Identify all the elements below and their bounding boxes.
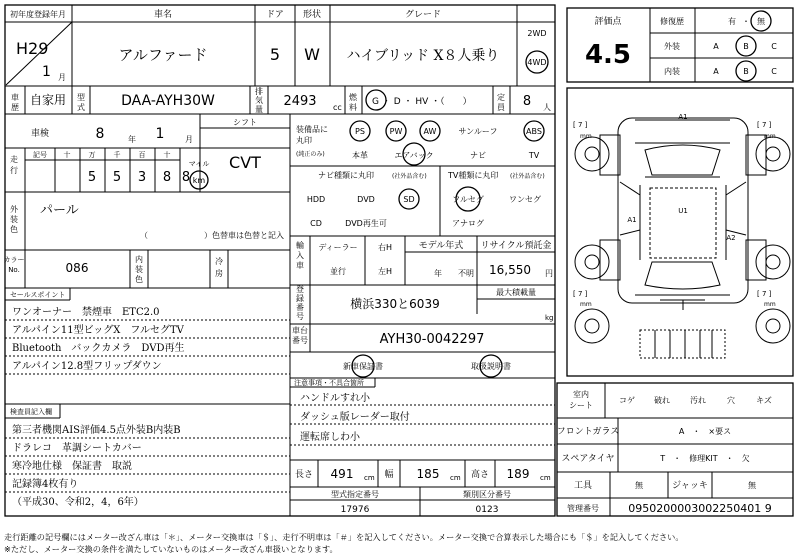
note-line: ハンドルすれ小 xyxy=(300,393,370,404)
label-notes: 注意事項・不具合箇所 xyxy=(294,379,364,387)
wheel-icon xyxy=(575,137,609,171)
label-exterior: 外装 xyxy=(664,42,680,51)
label-repair: 修復歴 xyxy=(660,17,684,26)
exterior-b: B xyxy=(743,42,749,51)
manage-no-value: 0950200003002250401 9 xyxy=(628,502,772,515)
damage-label: A1 xyxy=(678,113,688,121)
category-value: 0123 xyxy=(475,505,499,515)
label-spare-tire: スペアタイヤ xyxy=(561,454,615,464)
svg-text:C: C xyxy=(771,67,777,76)
label-tools: 工具 xyxy=(573,481,593,491)
grade-value: ハイブリッド X８人乗り xyxy=(346,48,500,64)
label-cooler: 冷房 xyxy=(215,257,223,278)
recycle-value: 16,550 xyxy=(489,263,531,277)
svg-text:千: 千 xyxy=(113,151,121,159)
inspector-line: 第三者機関AIS評価4.5点外装B内装B xyxy=(12,425,181,436)
svg-text:有: 有 xyxy=(728,17,736,26)
svg-text:万: 万 xyxy=(88,151,96,159)
svg-text:キズ: キズ xyxy=(756,396,772,405)
svg-text:年: 年 xyxy=(434,269,442,278)
label-doors: ドア xyxy=(266,10,284,20)
label-chassis: 車台番号 xyxy=(292,326,308,345)
svg-text:(純正のみ): (純正のみ) xyxy=(296,151,325,158)
damage-label: A1 xyxy=(627,216,637,224)
svg-text:丸印: 丸印 xyxy=(296,136,312,145)
usage-value: 自家用 xyxy=(29,93,67,107)
length-value: 491 xyxy=(330,467,354,481)
width-value: 185 xyxy=(416,467,440,481)
svg-text:mm: mm xyxy=(580,133,592,140)
svg-text:(社外品含む): (社外品含む) xyxy=(392,173,427,180)
svg-text:kg: kg xyxy=(545,314,554,322)
svg-text:HDD: HDD xyxy=(306,195,326,204)
svg-text:(社外品含む): (社外品含む) xyxy=(510,173,545,180)
shape-value: W xyxy=(304,45,320,64)
label-inspector: 検査員記入欄 xyxy=(10,408,52,416)
svg-text:cm: cm xyxy=(540,474,551,482)
svg-text:マイル: マイル xyxy=(188,160,210,168)
svg-text:左H: 左H xyxy=(377,267,393,276)
svg-text:本革: 本革 xyxy=(352,151,368,160)
svg-text:T ・ 修理KIT ・ 欠: T ・ 修理KIT ・ 欠 xyxy=(660,454,750,463)
label-car-name: 車名 xyxy=(153,10,173,20)
tv-fullseg: フルセグ xyxy=(452,195,484,204)
svg-text:コゲ: コゲ xyxy=(619,396,635,405)
unit-km: km xyxy=(192,176,206,185)
new-warranty: 新車保証書 xyxy=(343,362,383,371)
wheel-icon xyxy=(756,245,790,279)
label-model-year: モデル年式 xyxy=(418,241,464,251)
svg-text:穴: 穴 xyxy=(727,396,735,405)
svg-text:[ 7 ]: [ 7 ] xyxy=(757,121,772,129)
doors-value: 5 xyxy=(269,45,281,64)
svg-text:年: 年 xyxy=(128,135,136,144)
label-tv: TV種類に丸印 xyxy=(448,171,499,180)
svg-text:A ・ ×要ス: A ・ ×要ス xyxy=(678,427,732,436)
label-recycle: リサイクル預託金 xyxy=(480,241,552,251)
label-score: 評価点 xyxy=(594,17,622,27)
label-max-load: 最大積載量 xyxy=(496,288,536,297)
shift-value: CVT xyxy=(229,153,261,172)
label-jack: ジャッキ xyxy=(672,481,708,491)
score-value: 4.5 xyxy=(584,40,632,70)
svg-text:記号: 記号 xyxy=(33,151,47,159)
jack-value: 無 xyxy=(748,481,756,490)
label-windshield: フロントガラス xyxy=(556,427,620,437)
displacement-value: 2493 xyxy=(283,94,317,109)
svg-text:CD: CD xyxy=(310,219,322,228)
equip-ps: PS xyxy=(355,127,365,136)
repair-none: 無 xyxy=(757,17,765,26)
mileage-digit: 3 xyxy=(137,170,147,185)
label-displacement: 排気量 xyxy=(255,87,263,114)
label-sales-points: セールスポイント xyxy=(10,291,66,299)
interior-b: B xyxy=(743,67,749,76)
svg-text:mm: mm xyxy=(764,301,776,308)
svg-text:cc: cc xyxy=(333,103,342,112)
label-shift: シフト xyxy=(233,118,257,127)
drive-2wd: 2WD xyxy=(527,29,547,38)
svg-text:汚れ: 汚れ xyxy=(690,396,706,405)
svg-text:DVD再生可: DVD再生可 xyxy=(345,219,387,228)
type-approval-value: 17976 xyxy=(340,505,370,515)
label-first-reg: 初年度登録年月 xyxy=(10,10,66,19)
wheel-icon xyxy=(756,137,790,171)
wheel-icon xyxy=(575,245,609,279)
svg-text:DVD: DVD xyxy=(357,195,375,204)
label-category: 類別区分番号 xyxy=(463,490,511,499)
model-year-value: 不明 xyxy=(458,269,474,278)
svg-text:A: A xyxy=(713,42,719,51)
inspection-year: 8 xyxy=(95,126,105,142)
manual: 取扱説明書 xyxy=(471,362,511,371)
svg-text:月: 月 xyxy=(185,135,193,144)
equip-aw: AW xyxy=(423,127,437,136)
label-import: 輸入車 xyxy=(296,241,304,270)
inspector-line: ドラレコ 革調シートカバー xyxy=(12,443,142,454)
label-interior-color: 内装色 xyxy=(135,255,143,284)
label-equipment: 装備品に xyxy=(296,125,328,134)
svg-text:[ 7 ]: [ 7 ] xyxy=(573,290,588,298)
label-type-approval: 型式指定番号 xyxy=(331,490,379,499)
svg-text:[ 7 ]: [ 7 ] xyxy=(757,290,772,298)
capacity-value: 8 xyxy=(522,94,532,109)
sales-point-line: ワンオーナー 禁煙車 ETC2.0 xyxy=(12,307,160,318)
inspector-line: 寒冷地仕様 保証書 取説 xyxy=(12,461,132,472)
label-navi: ナビ種類に丸印 xyxy=(318,171,374,180)
svg-text:・: ・ xyxy=(742,17,750,26)
svg-text:並行: 並行 xyxy=(330,267,346,276)
svg-text:百: 百 xyxy=(138,151,146,159)
mileage-digit: 5 xyxy=(112,170,122,185)
registration-value: 横浜330と6039 xyxy=(350,297,440,311)
first-reg-era: H29 xyxy=(16,39,49,58)
inspector-line: （平成30、令和2，4，6年） xyxy=(12,497,144,508)
navi-sd: SD xyxy=(403,195,415,204)
damage-label: U1 xyxy=(678,207,688,215)
label-model: 型式 xyxy=(77,93,85,112)
footer-note-1: 走行距離の記号欄にはメーター改ざん車は「＊」、メーター交換車は「＄」、走行不明車は「＃」を記入してください。メーター交換で合算表示した場合にも「＄」を記入してください。 xyxy=(4,532,684,542)
svg-text:A: A xyxy=(713,67,719,76)
svg-text:人: 人 xyxy=(543,103,551,112)
equip-pw: PW xyxy=(389,127,403,136)
label-fuel: 燃料 xyxy=(349,93,357,112)
svg-text:[ 7 ]: [ 7 ] xyxy=(573,121,588,129)
chassis-value: AYH30-0042297 xyxy=(379,332,485,347)
svg-text:cm: cm xyxy=(364,474,375,482)
inspector-line: 記録簿4枚有り xyxy=(12,479,79,490)
svg-text:（ ）色替車は色替と記入: （ ）色替車は色替と記入 xyxy=(140,231,284,240)
label-interior: 内装 xyxy=(664,67,680,76)
damage-label: A2 xyxy=(726,234,736,242)
label-inspection: 車検 xyxy=(30,129,50,139)
car-name: アルファード xyxy=(118,46,208,64)
label-usage: 車歴 xyxy=(11,93,19,112)
label-height: 高さ xyxy=(470,470,490,480)
color-value: パール xyxy=(40,203,79,218)
label-grade: グレード xyxy=(404,10,442,20)
label-registration: 登録番号 xyxy=(296,285,304,321)
mileage-digit: 8 xyxy=(181,170,191,185)
svg-text:TV: TV xyxy=(528,151,540,160)
label-width: 幅 xyxy=(384,470,394,480)
first-reg-month: 1 xyxy=(42,64,51,80)
color-code: 086 xyxy=(65,261,89,275)
svg-text:cm: cm xyxy=(450,474,461,482)
sales-point-line: Bluetooth バックカメラ DVD再生 xyxy=(12,343,185,354)
equip-abs: ABS xyxy=(526,127,542,136)
sales-point-line: アルパイン11型ビッグX フルセグTV xyxy=(12,325,184,336)
label-color: 外装色 xyxy=(10,205,18,234)
footer-note-2: ※ただし、メーター交換の条件を満たしていないものはメーター改ざん車扱いとなります。 xyxy=(4,544,338,554)
label-length: 長さ xyxy=(294,470,314,480)
sales-point-line: アルパイン12.8型フリップダウン xyxy=(12,361,162,372)
tools-value: 無 xyxy=(635,481,643,490)
drive-4wd: 4WD xyxy=(527,58,547,67)
svg-text:ワンセグ: ワンセグ xyxy=(509,195,541,204)
note-line: 運転席しわ小 xyxy=(300,432,360,443)
model-value: DAA-AYH30W xyxy=(121,93,215,109)
svg-text:十: 十 xyxy=(63,151,71,159)
fuel-options: G ・ D ・ HV ・（ ） xyxy=(372,97,472,107)
svg-text:円: 円 xyxy=(545,269,553,278)
svg-text:月: 月 xyxy=(58,73,66,82)
label-color-code: カラー No. xyxy=(3,256,25,274)
note-line: ダッシュ版レーダー取付 xyxy=(300,412,410,423)
svg-text:mm: mm xyxy=(764,133,776,140)
inspection-month: 1 xyxy=(155,126,165,142)
label-mileage: 走行 xyxy=(10,155,18,175)
svg-text:破れ: 破れ xyxy=(654,396,670,405)
svg-text:mm: mm xyxy=(580,301,592,308)
svg-text:C: C xyxy=(771,42,777,51)
height-value: 189 xyxy=(506,467,530,481)
svg-text:ディーラー: ディーラー xyxy=(318,243,358,252)
mileage-digit: 8 xyxy=(162,170,172,185)
mileage-digit: 5 xyxy=(87,170,97,185)
equip-sunroof: サンルーフ xyxy=(458,127,498,136)
svg-text:十: 十 xyxy=(163,151,171,159)
car-diagram xyxy=(575,118,790,358)
svg-text:アナログ: アナログ xyxy=(452,219,484,228)
label-seat: 室内シート xyxy=(569,390,593,410)
label-capacity: 定員 xyxy=(497,93,505,112)
label-shape: 形状 xyxy=(302,10,322,20)
svg-text:右H: 右H xyxy=(377,243,393,252)
label-manage-no: 管理番号 xyxy=(567,504,599,513)
svg-text:エアバック: エアバック xyxy=(394,151,434,160)
svg-text:ナビ: ナビ xyxy=(470,151,486,160)
